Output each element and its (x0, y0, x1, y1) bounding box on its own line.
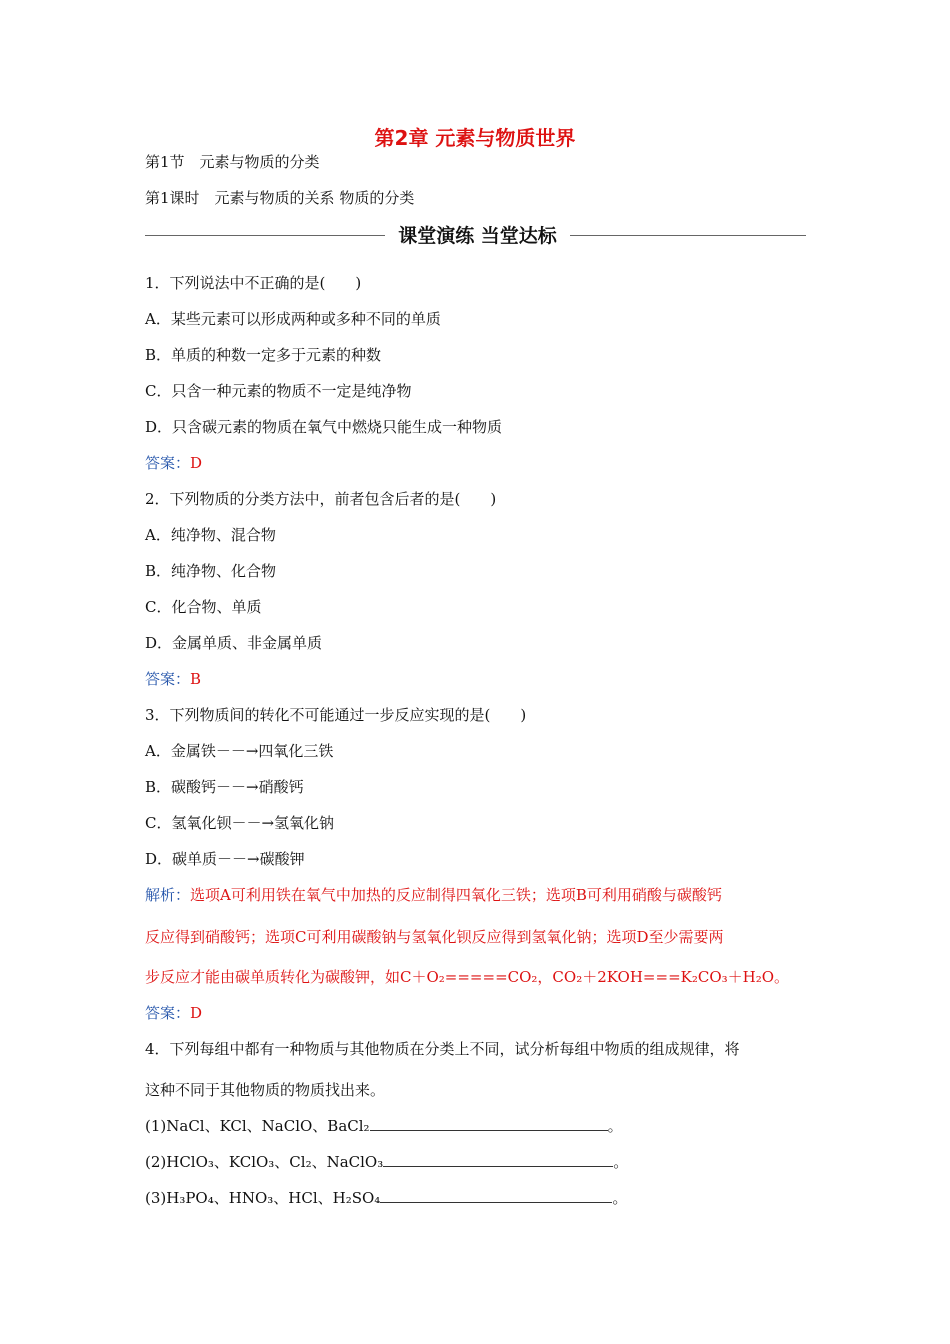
q4-answer-blank-1[interactable] (370, 1117, 608, 1131)
q1-option-d: D．只含碳元素的物质在氧气中燃烧只能生成一种物质 (145, 418, 503, 436)
q1-option-a: A．某些元素可以形成两种或多种不同的单质 (145, 310, 441, 328)
q3-option-a: A．金属铁－－→四氧化三铁 (145, 742, 334, 760)
q3-option-d: D．碳单质－－→碳酸钾 (145, 850, 305, 868)
q2-answer (145, 670, 201, 688)
q3-analysis-text-1: 选项A可利用铁在氧气中加热的反应制得四氧化三铁；选项B可利用硝酸与碳酸钙 (190, 886, 722, 904)
end-mark: 。 (607, 1117, 623, 1135)
answer-label: 答案： (145, 670, 191, 688)
q4-item-1-text: (1)NaCl、KCl、NaClO、BaCl₂ (145, 1117, 370, 1135)
q2-answer-value: B (190, 670, 202, 688)
q1-option-c: C．只含一种元素的物质不一定是纯净物 (145, 382, 412, 400)
q1-answer (145, 454, 202, 472)
banner-rule-right (570, 235, 806, 236)
q4-item-3 (145, 1189, 627, 1207)
q4-stem-line-2: 这种不同于其他物质的物质找出来。 (145, 1081, 386, 1099)
section-heading: 第1节 元素与物质的分类 (145, 153, 320, 171)
q3-option-c: C．氢氧化钡－－→氢氧化钠 (145, 814, 335, 832)
q3-analysis-line-3: 步反应才能由碳单质转化为碳酸钾，如C＋O₂=====CO₂，CO₂＋2KOH===K₂CO₃＋H₂O。 (145, 968, 790, 986)
q4-item-1 (145, 1117, 623, 1135)
q3-stem: 3．下列物质间的转化不可能通过一步反应实现的是( ) (145, 706, 527, 724)
q2-option-b: B．纯净物、化合物 (145, 562, 277, 580)
section-banner (145, 224, 806, 248)
q3-answer-value: D (190, 1004, 203, 1022)
q2-option-d: D．金属单质、非金属单质 (145, 634, 323, 652)
q3-answer (145, 1004, 202, 1022)
q1-stem: 1．下列说法中不正确的是( ) (145, 274, 362, 292)
lesson-heading: 第1课时 元素与物质的关系 物质的分类 (145, 189, 415, 207)
q3-analysis-line-1 (145, 886, 722, 904)
q3-analysis-line-2: 反应得到硝酸钙；选项C可利用碳酸钠与氢氧化钡反应得到氢氧化钠；选项D至少需要两 (145, 928, 724, 946)
q4-stem-line-1: 4．下列每组中都有一种物质与其他物质在分类上不同，试分析每组中物质的组成规律，将 (145, 1040, 740, 1058)
q4-answer-blank-2[interactable] (383, 1153, 613, 1167)
q1-answer-value: D (190, 454, 203, 472)
q2-option-a: A．纯净物、混合物 (145, 526, 276, 544)
answer-label: 答案： (145, 1004, 191, 1022)
analysis-label: 解析： (145, 886, 191, 904)
answer-label: 答案： (145, 454, 191, 472)
q4-item-2 (145, 1153, 628, 1171)
end-mark: 。 (613, 1153, 629, 1171)
banner-text: 课堂演练 当堂达标 (398, 225, 557, 247)
q2-option-c: C．化合物、单质 (145, 598, 262, 616)
q1-option-b: B．单质的种数一定多于元素的种数 (145, 346, 382, 364)
q3-option-b: B．碳酸钙－－→硝酸钙 (145, 778, 304, 796)
banner-rule-left (145, 235, 385, 236)
q4-answer-blank-3[interactable] (380, 1189, 612, 1203)
q4-item-3-text: (3)H₃PO₄、HNO₃、HCl、H₂SO₄ (145, 1189, 381, 1207)
chapter-title: 第2章 元素与物质世界 (374, 126, 576, 150)
end-mark: 。 (612, 1189, 628, 1207)
q4-item-2-text: (2)HClO₃、KClO₃、Cl₂、NaClO₃ (145, 1153, 384, 1171)
q2-stem: 2．下列物质的分类方法中，前者包含后者的是( ) (145, 490, 497, 508)
